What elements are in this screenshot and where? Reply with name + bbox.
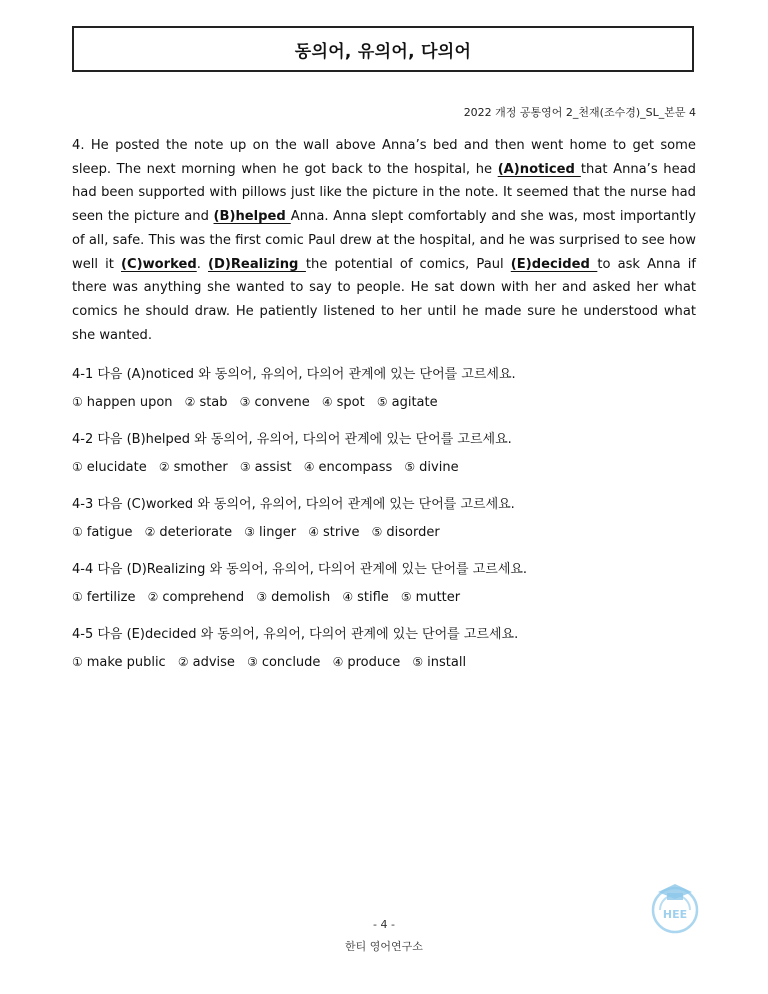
- option-label: strive: [322, 525, 360, 540]
- option-label: demolish: [271, 590, 331, 605]
- question-4-3: [72, 495, 702, 543]
- option-label: elucidate: [86, 460, 147, 475]
- option-list: [72, 522, 702, 543]
- question-4-1: [72, 365, 702, 413]
- passage-segment: Anna. Anna slept comfortably and she was, most importantly of all, safe. This was the first comic Paul drew at the hospital, and he was surprised to see how well it: [72, 209, 696, 272]
- option-label: happen upon: [86, 395, 173, 410]
- option-label: linger: [259, 525, 297, 540]
- question-4-4: [72, 560, 702, 608]
- passage-segment: that Anna’s head had been supported with pillows just like the picture in the note. It seemed that the nurse had seen the picture and: [72, 161, 696, 225]
- option-label: agitate: [391, 395, 438, 410]
- marked-word-e: (E)decided: [510, 256, 598, 272]
- option-2[interactable]: [159, 457, 228, 478]
- option-1[interactable]: [72, 522, 133, 543]
- option-number: ⑤: [412, 655, 424, 669]
- option-label: produce: [347, 655, 401, 670]
- option-number: ③: [244, 525, 255, 539]
- option-label: make public: [86, 655, 166, 670]
- option-label: stifle: [357, 590, 389, 605]
- option-4[interactable]: [304, 457, 393, 478]
- option-number: ①: [72, 460, 83, 474]
- option-2[interactable]: [185, 392, 228, 413]
- passage-segment: the potential of comics, Paul: [305, 256, 511, 272]
- option-number: ⑤: [371, 525, 383, 539]
- marked-word-b: (B)helped: [213, 209, 291, 225]
- option-number: ④: [321, 395, 333, 409]
- option-3[interactable]: [244, 522, 296, 543]
- passage-segment: to ask Anna if there was anything she wanted to say to people. He sat down with her and asked her what comics he should draw. He patiently listened to her until he made sure he understood what she wanted.: [72, 256, 697, 343]
- option-5[interactable]: [377, 392, 438, 413]
- option-list: [72, 392, 702, 413]
- option-label: stab: [199, 395, 228, 410]
- question-text: 4-3 다음 (C)worked 와 동의어, 유의어, 다의어 관계에 있는 단어를 고르세요.: [72, 497, 515, 512]
- option-2[interactable]: [178, 652, 235, 673]
- question-4-5: [72, 625, 702, 673]
- logo-text: HEE: [662, 908, 688, 921]
- option-number: ①: [72, 590, 83, 604]
- option-5[interactable]: [401, 587, 460, 608]
- option-label: conclude: [261, 655, 321, 670]
- option-number: ②: [147, 590, 159, 604]
- question-4-2: [72, 430, 702, 478]
- passage: [72, 134, 696, 347]
- option-5[interactable]: [412, 652, 466, 673]
- option-label: fatigue: [86, 525, 133, 540]
- passage-segment: .: [196, 256, 209, 272]
- hee-logo-icon: [650, 880, 700, 934]
- option-3[interactable]: [240, 392, 310, 413]
- option-label: comprehend: [162, 590, 245, 605]
- option-number: ③: [239, 395, 251, 409]
- question-text: 4-4 다음 (D)Realizing 와 동의어, 유의어, 다의어 관계에 있는 단어를 고르세요.: [72, 562, 528, 577]
- option-label: encompass: [318, 460, 393, 475]
- marked-word-c: (C)worked: [121, 256, 197, 272]
- page-title: 동의어, 유의어, 다의어: [294, 41, 472, 62]
- option-2[interactable]: [148, 587, 245, 608]
- option-number: ④: [308, 525, 319, 539]
- option-label: deteriorate: [159, 525, 233, 540]
- option-label: mutter: [415, 590, 461, 605]
- option-number: ⑤: [400, 590, 412, 604]
- option-number: ②: [177, 655, 189, 669]
- option-3[interactable]: [256, 587, 330, 608]
- option-4[interactable]: [342, 587, 388, 608]
- option-list: [72, 457, 702, 478]
- option-label: spot: [336, 395, 365, 410]
- option-label: install: [427, 655, 467, 670]
- option-number: ④: [342, 590, 354, 604]
- option-1[interactable]: [72, 457, 147, 478]
- marked-word-a: (A)noticed: [497, 161, 581, 177]
- option-3[interactable]: [240, 457, 292, 478]
- option-list: [72, 652, 702, 673]
- title-box: [72, 26, 694, 72]
- option-3[interactable]: [247, 652, 320, 673]
- option-label: disorder: [386, 525, 440, 540]
- passage-segment: 4. He posted the note up on the wall above Anna’s bed and then went home to get some sleep. The next morning when he got back to the hospital, he: [72, 138, 696, 177]
- option-label: assist: [254, 460, 292, 475]
- footer-org: 한티 영어연구소: [345, 940, 423, 953]
- page-number: - 4 -: [373, 918, 395, 931]
- option-1[interactable]: [72, 587, 135, 608]
- option-1[interactable]: [72, 652, 166, 673]
- option-4[interactable]: [308, 522, 359, 543]
- option-number: ②: [144, 525, 156, 539]
- question-text: 4-5 다음 (E)decided 와 동의어, 유의어, 다의어 관계에 있는 단어를 고르세요.: [72, 627, 519, 642]
- option-number: ④: [303, 460, 315, 474]
- option-4[interactable]: [333, 652, 401, 673]
- option-5[interactable]: [372, 522, 440, 543]
- option-label: convene: [254, 395, 310, 410]
- option-number: ③: [256, 590, 268, 604]
- option-number: ①: [72, 655, 83, 669]
- option-number: ③: [247, 655, 258, 669]
- option-number: ③: [239, 460, 251, 474]
- option-number: ⑤: [376, 395, 388, 409]
- question-text: 4-1 다음 (A)noticed 와 동의어, 유의어, 다의어 관계에 있는 단어를 고르세요.: [72, 367, 516, 382]
- option-number: ②: [184, 395, 196, 409]
- option-number: ②: [158, 460, 170, 474]
- page-subtitle: 2022 개정 공통영어 2_천재(조수경)_SL_본문 4: [463, 106, 696, 119]
- option-label: smother: [173, 460, 228, 475]
- option-label: divine: [419, 460, 459, 475]
- option-number: ⑤: [404, 460, 416, 474]
- option-label: fertilize: [86, 590, 136, 605]
- option-number: ①: [72, 525, 83, 539]
- option-number: ④: [332, 655, 344, 669]
- option-label: advise: [192, 655, 235, 670]
- option-4[interactable]: [322, 392, 365, 413]
- option-number: ①: [72, 395, 83, 409]
- question-text: 4-2 다음 (B)helped 와 동의어, 유의어, 다의어 관계에 있는 단어를 고르세요.: [72, 432, 512, 447]
- option-list: [72, 587, 702, 608]
- option-1[interactable]: [72, 392, 173, 413]
- option-2[interactable]: [145, 522, 232, 543]
- option-5[interactable]: [404, 457, 458, 478]
- marked-word-d: (D)Realizing: [208, 256, 306, 272]
